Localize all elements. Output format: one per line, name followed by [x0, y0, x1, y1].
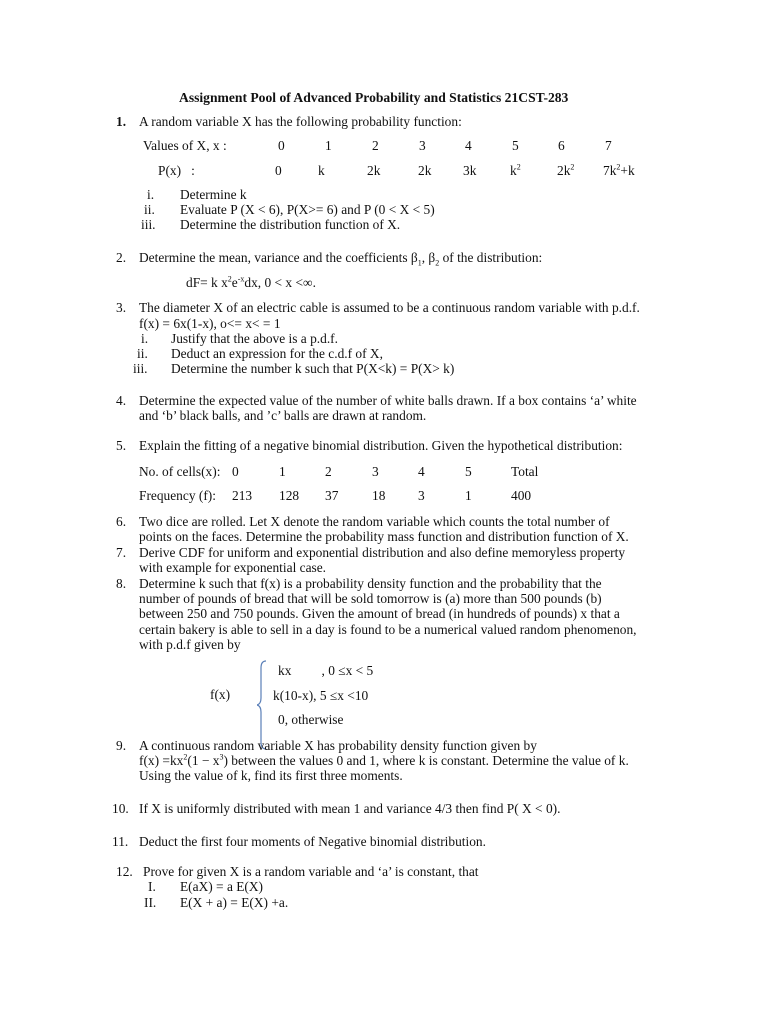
q12-sub-number: II. [144, 895, 157, 910]
q8-case-2: k(10-x), 5 ≤x <10 [273, 688, 369, 703]
curly-brace-icon [257, 660, 271, 750]
q2-number: 2. [116, 250, 127, 265]
q1-sub-number: i. [147, 187, 155, 202]
q3-sub-text: Determine the number k such that P(X<k) = P(X> k) [171, 361, 455, 376]
q1-number: 1. [116, 114, 127, 129]
q5-cell: 37 [325, 488, 339, 503]
q8-text: Determine k such that f(x) is a probability density function and the probability that the [139, 576, 602, 591]
q7-text: with example for exponential case. [139, 560, 327, 575]
q4-text: and ‘b’ black balls, and ’c’ balls are drawn at random. [139, 408, 427, 423]
q1-x-label: Values of X, x : [143, 138, 227, 153]
q5-cell: 18 [372, 488, 386, 503]
q8-fx-label: f(x) [210, 687, 231, 702]
q1-sub-text: Evaluate P (X < 6), P(X>= 6) and P (0 < X < 5) [180, 202, 435, 217]
q12-text: Prove for given X is a random variable and ‘a’ is constant, that [143, 864, 479, 879]
q11-text: Deduct the first four moments of Negative binomial distribution. [139, 834, 486, 849]
q1-x-value: 6 [558, 138, 565, 153]
q5-cell: 1 [465, 488, 472, 503]
q1-x-value: 2 [372, 138, 379, 153]
q6-number: 6. [116, 514, 127, 529]
q1-p-value: 2k [367, 163, 381, 178]
q12-sub-text: E(X + a) = E(X) +a. [180, 895, 289, 910]
q1-p-value: 2k [418, 163, 432, 178]
q5-cell: 1 [279, 464, 286, 479]
q5-cell: 3 [372, 464, 379, 479]
q2-text: Determine the mean, variance and the coefficients $\beta_1$, $\beta_2$ of the distribution: [139, 250, 543, 268]
q3-sub-number: ii. [137, 346, 148, 361]
q9-text: A continuous random variable X has probability density function given by [139, 738, 537, 753]
q3-sub-number: i. [141, 331, 149, 346]
q1-p-value: k [318, 163, 325, 178]
q7-text: Derive CDF for uniform and exponential distribution and also define memoryless property [139, 545, 626, 560]
q3-formula: f(x) = 6x(1-x), o<= x< = 1 [139, 316, 281, 331]
q1-sub-number: iii. [141, 217, 156, 232]
q5-cell: 213 [232, 488, 253, 503]
q6-text: Two dice are rolled. Let X denote the random variable which counts the total number of [139, 514, 610, 529]
q4-text: Determine the expected value of the number of white balls drawn. If a box contains ‘a’ white [139, 393, 637, 408]
q1-x-value: 1 [325, 138, 332, 153]
q1-x-value: 0 [278, 138, 285, 153]
q2-formula: dF= k $x^2e^{-x}dx$, 0 < x <∞. [186, 274, 316, 290]
q4-number: 4. [116, 393, 127, 408]
q1-text: A random variable X has the following probability function: [139, 114, 462, 129]
q9-text: Using the value of k, find its first three moments. [139, 768, 403, 783]
q1-sub-number: ii. [144, 202, 155, 217]
q1-p-value: 0 [275, 163, 282, 178]
q8-case-3: 0, otherwise [278, 712, 344, 727]
q9-number: 9. [116, 738, 127, 753]
q12-sub-number: I. [148, 879, 156, 894]
q3-text: The diameter X of an electric cable is assumed to be a continuous random variable with p.d.f. [139, 300, 640, 315]
q5-row-label: No. of cells(x): [139, 464, 221, 479]
q8-number: 8. [116, 576, 127, 591]
q5-cell: 5 [465, 464, 472, 479]
q8-text: with p.d.f given by [139, 637, 241, 652]
q5-number: 5. [116, 438, 127, 453]
q1-p-value: 3k [463, 163, 477, 178]
q3-sub-text: Justify that the above is a p.d.f. [171, 331, 338, 346]
q5-cell: 4 [418, 464, 425, 479]
q12-number: 12. [116, 864, 133, 879]
q3-number: 3. [116, 300, 127, 315]
q1-p-value: $k^2$ [510, 162, 521, 178]
q5-text: Explain the fitting of a negative binomial distribution. Given the hypothetical distribution: [139, 438, 623, 453]
q1-x-value: 7 [605, 138, 612, 153]
q9-text: $f(x) =kx^2(1 - x^3)$ between the values 0 and 1, where k is constant. Determine the value of k. [139, 752, 629, 768]
q5-cell: 3 [418, 488, 425, 503]
q5-cell: 0 [232, 464, 239, 479]
q10-number: 10. [112, 801, 129, 816]
q1-x-value: 5 [512, 138, 519, 153]
q3-sub-text: Deduct an expression for the c.d.f of X, [171, 346, 383, 361]
q1-p-value: $7k^2+k$ [603, 162, 635, 178]
q5-cell: 128 [279, 488, 300, 503]
q3-sub-number: iii. [133, 361, 148, 376]
q5-cell: Total [511, 464, 539, 479]
q10-text: If X is uniformly distributed with mean 1 and variance 4/3 then find P( X < 0). [139, 801, 561, 816]
q1-sub-text: Determine the distribution function of X. [180, 217, 401, 232]
q8-text: certain bakery is able to sell in a day is found to be a numerical valued random phenomenon, [139, 622, 637, 637]
q5-cell: 400 [511, 488, 532, 503]
q1-p-value: $2k^2$ [557, 162, 575, 178]
q1-p-label: P(x) : [158, 163, 195, 178]
page-title: Assignment Pool of Advanced Probability and Statistics 21CST-283 [179, 90, 569, 105]
q8-text: number of pounds of bread that will be sold tomorrow is (a) more than 500 pounds (b) [139, 591, 602, 606]
q1-sub-text: Determine k [180, 187, 247, 202]
q5-cell: 2 [325, 464, 332, 479]
q5-row-label: Frequency (f): [139, 488, 216, 503]
q1-x-value: 3 [419, 138, 426, 153]
q6-text: points on the faces. Determine the probability mass function and distribution function of X. [139, 529, 629, 544]
q11-number: 11. [112, 834, 129, 849]
q1-x-value: 4 [465, 138, 472, 153]
q8-text: between 250 and 750 pounds. Given the amount of bread (in hundreds of pounds) x that a [139, 606, 620, 621]
q7-number: 7. [116, 545, 127, 560]
q12-sub-text: E(aX) = a E(X) [180, 879, 264, 894]
q8-case-1: kx , 0 ≤x < 5 [278, 663, 374, 678]
